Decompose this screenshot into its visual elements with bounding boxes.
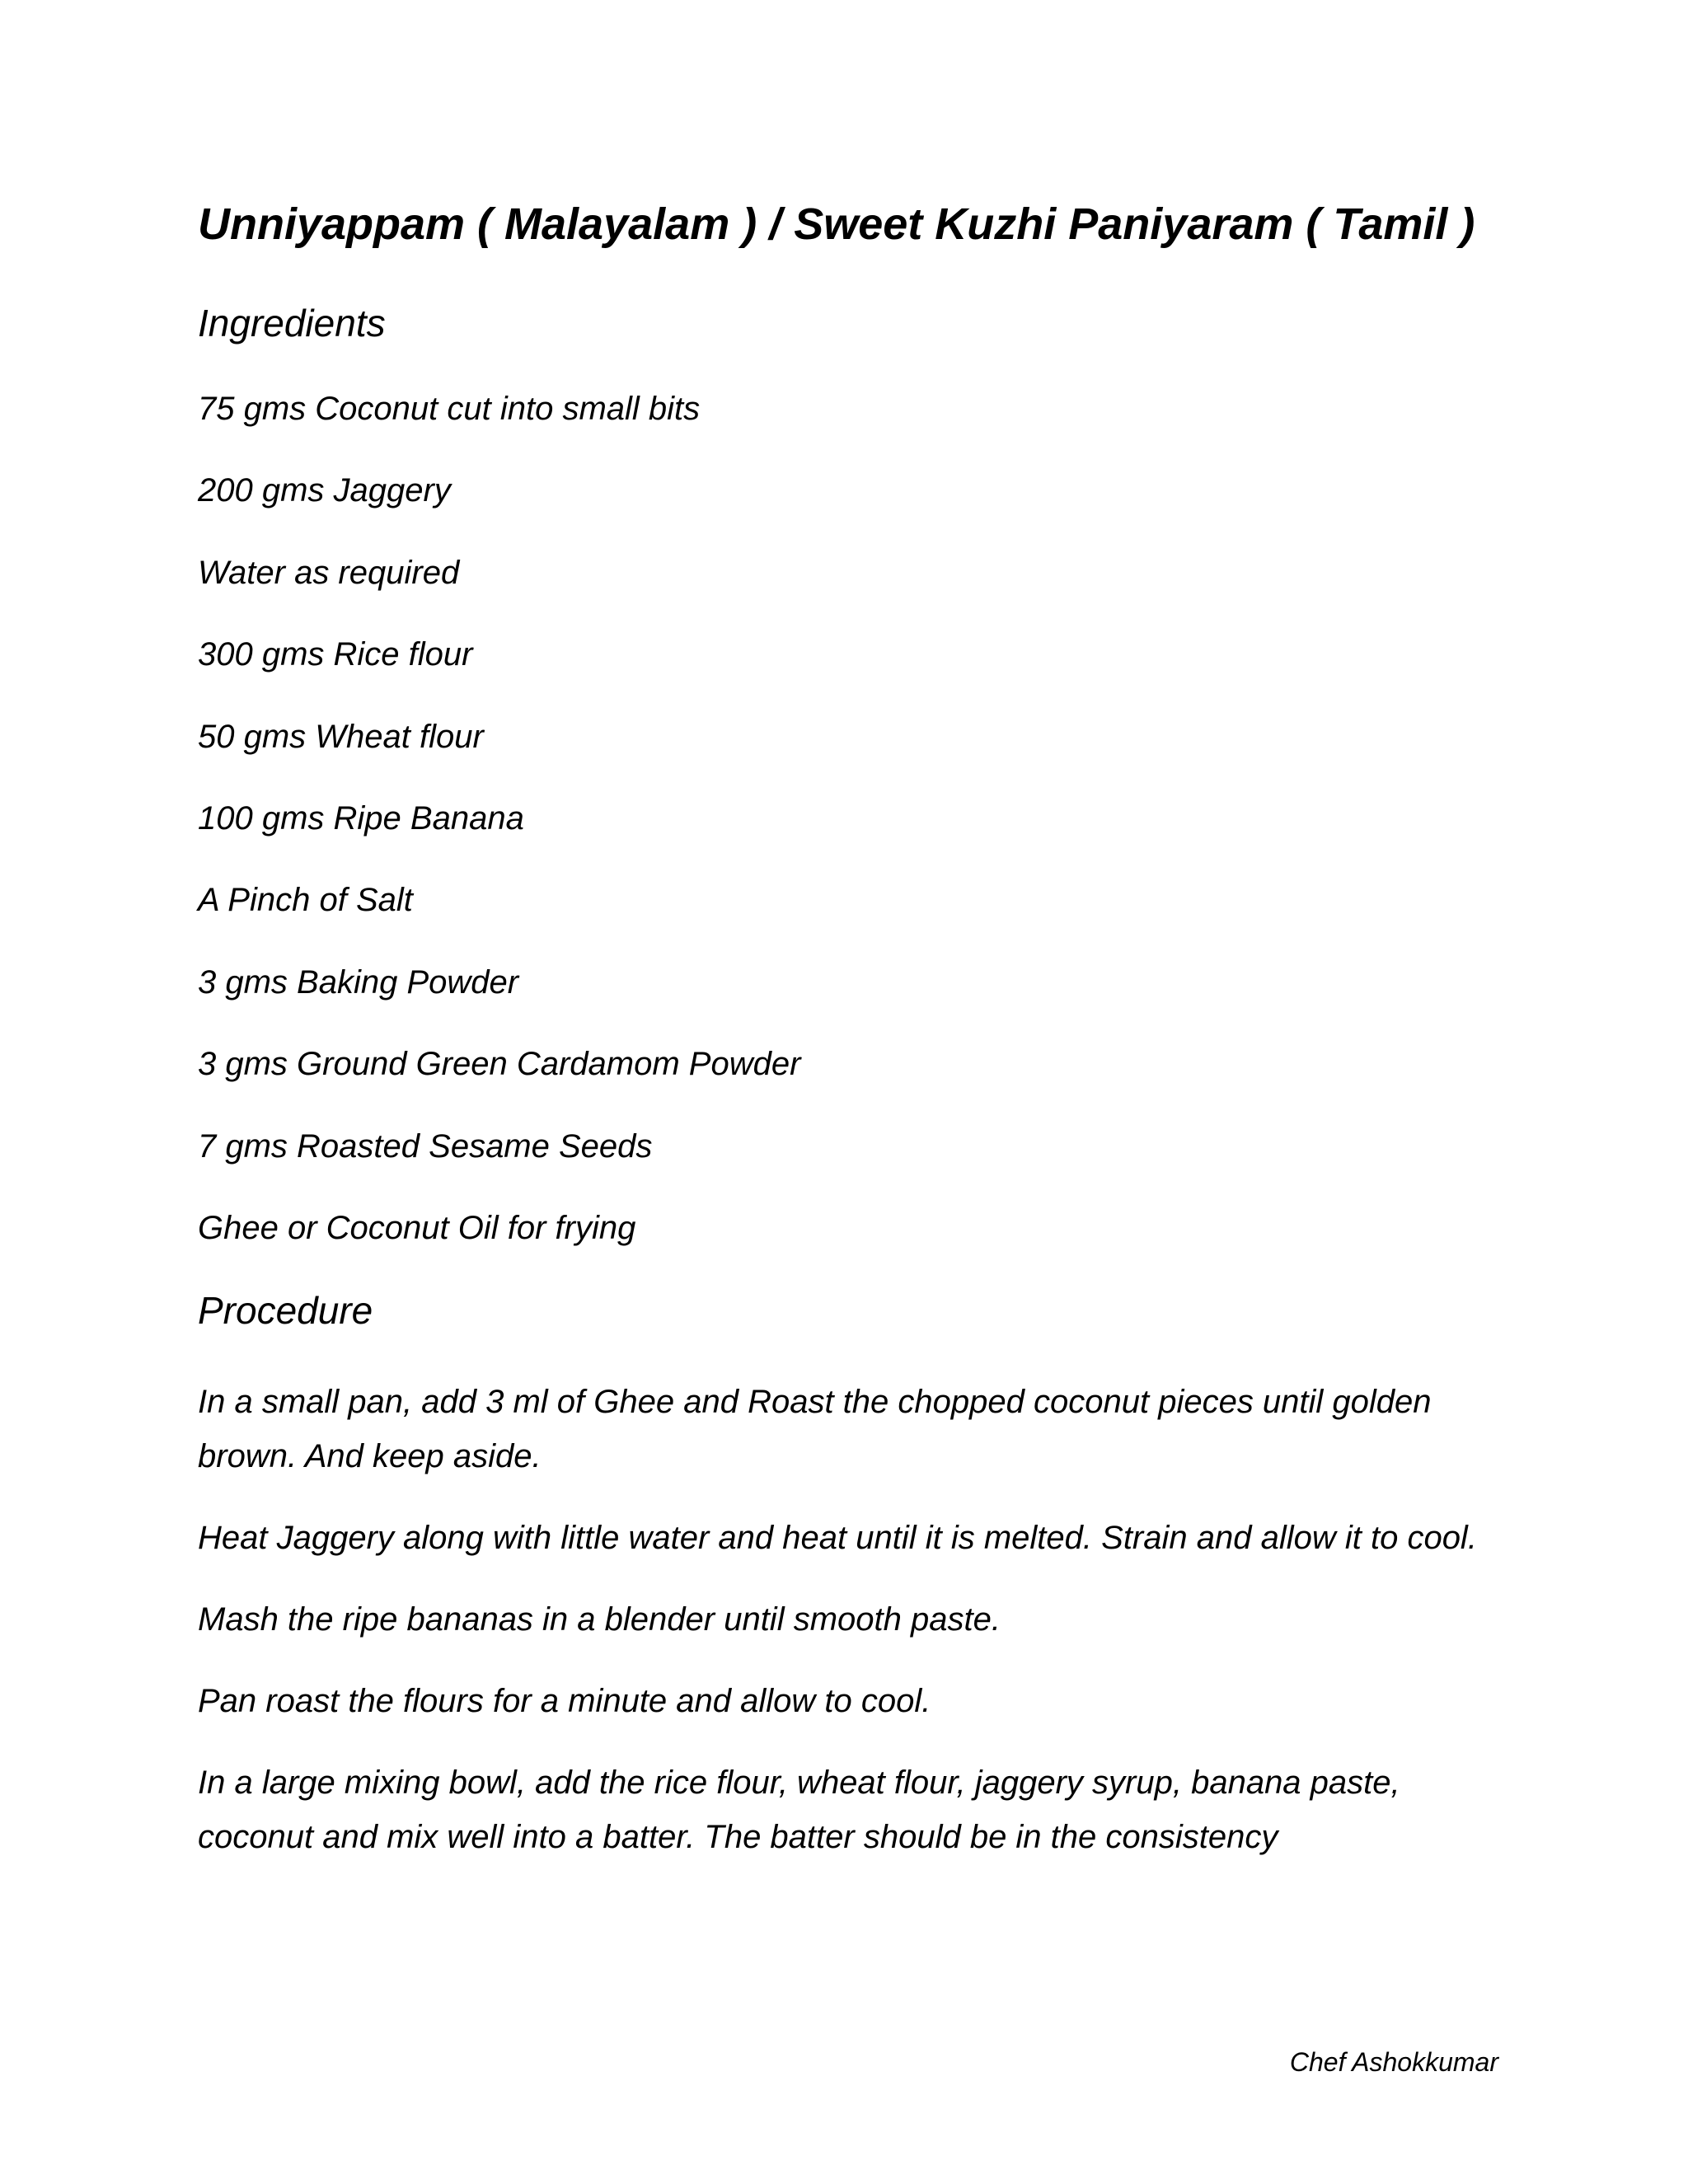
procedure-step: Pan roast the flours for a minute and allow to cool. <box>198 1683 931 1719</box>
ingredient-item: A Pinch of Salt <box>198 882 413 919</box>
ingredient-item: 75 gms Coconut cut into small bits <box>198 391 701 427</box>
ingredient-item: 50 gms Wheat flour <box>198 718 484 755</box>
ingredient-item: 3 gms Ground Green Cardamom Powder <box>198 1046 801 1083</box>
ingredient-item: 200 gms Jaggery <box>198 472 451 509</box>
procedure-heading: Procedure <box>198 1289 373 1332</box>
procedure-step: Heat Jaggery along with little water and heat until it is melted. Strain and allow it to cool. <box>198 1520 1477 1556</box>
procedure-step: In a small pan, add 3 ml of Ghee and Roast the chopped coconut pieces until golden brown. And keep aside. <box>198 1384 1432 1474</box>
ingredient-item: 100 gms Ripe Banana <box>198 799 524 837</box>
procedure-step: Mash the ripe bananas in a blender until smooth paste. <box>198 1601 1001 1638</box>
page-footer-author: Chef Ashokkumar <box>1289 2047 1498 2077</box>
ingredients-heading: Ingredients <box>198 302 386 344</box>
ingredient-list <box>198 387 800 1288</box>
procedure-step: In a large mixing bowl, add the rice flour, wheat flour, jaggery syrup, banana paste, coconut and mix well into a batter. The batter should be in the consistency <box>198 1765 1400 1855</box>
ingredient-item: Water as required <box>198 554 460 591</box>
ingredient-item: Ghee or Coconut Oil for frying <box>198 1209 636 1246</box>
procedure-list <box>198 1375 1500 1891</box>
ingredient-item: 7 gms Roasted Sesame Seeds <box>198 1127 653 1165</box>
recipe-title: Unniyappam ( Malayalam ) / Sweet Kuzhi Paniyaram ( Tamil ) <box>198 199 1475 249</box>
ingredient-item: 3 gms Baking Powder <box>198 963 519 1001</box>
document-page <box>198 0 1500 2184</box>
ingredient-item: 300 gms Rice flour <box>198 636 473 673</box>
